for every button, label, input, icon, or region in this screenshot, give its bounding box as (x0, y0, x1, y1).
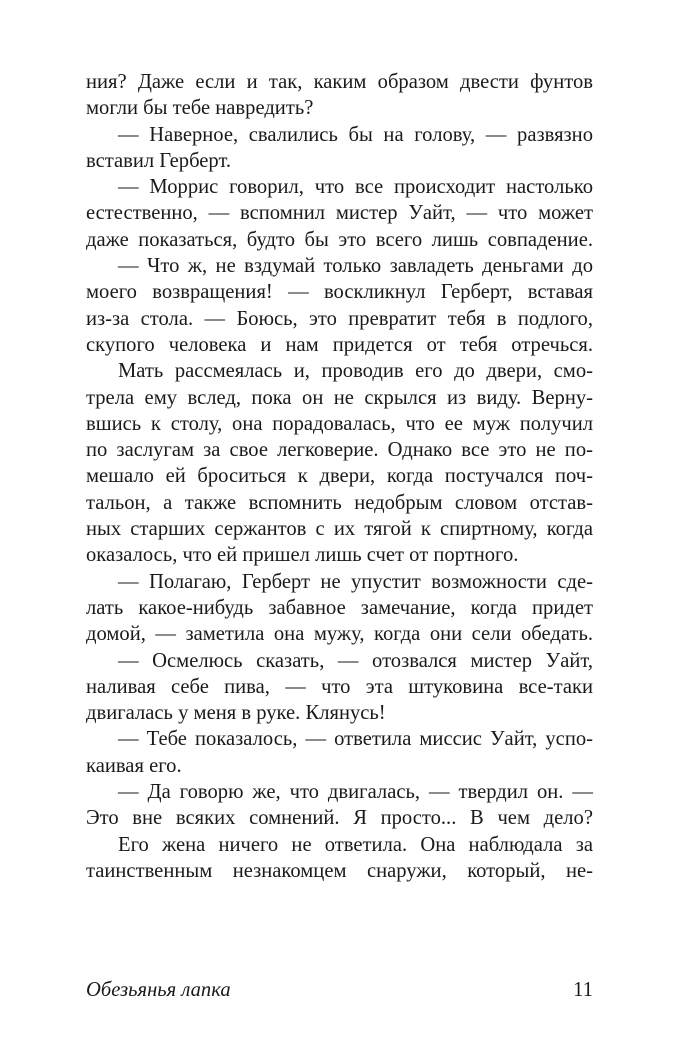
text-line: мешало ей броситься к двери, когда постучался поч- (86, 465, 593, 488)
text-line: естественно, — вспомнил мистер Уайт, — что может (86, 202, 593, 225)
text-line: Его жена ничего не ответила. Она наблюдала за (118, 833, 593, 856)
text-line: скупого человека и нам придется от тебя отречься. (86, 333, 593, 356)
text-line: — Что ж, не вздумай только завладеть деньгами до (118, 255, 593, 278)
text-line: — Моррис говорил, что все происходит настолько (118, 176, 593, 199)
text-line: вставил Герберт. (86, 149, 232, 172)
text-line: таинственным незнакомцем снаружи, который, не- (86, 859, 593, 882)
page-footer (86, 977, 593, 1003)
text-line: домой, — заметила она мужу, когда они сели обедать. (86, 623, 593, 646)
text-line: лать какое-нибудь забавное замечание, когда придет (86, 596, 593, 619)
text-line: каивая его. (86, 754, 182, 777)
text-line: тальон, а также вспомнить недобрым словом отстав- (86, 491, 593, 514)
text-line: оказалось, что ей пришел лишь счет от портного. (86, 544, 519, 567)
text-line: — Наверное, свалились бы на голову, — развязно (118, 123, 593, 146)
text-line: — Тебе показалось, — ответила миссис Уайт, успо- (118, 728, 593, 751)
text-line: двигалась у меня в руке. Клянусь! (86, 702, 386, 725)
text-line: — Осмелюсь сказать, — отозвался мистер Уайт, (118, 649, 593, 672)
text-line: ных старших сержантов с их тягой к спиртному, когда (86, 518, 593, 541)
text-line: моего возвращения! — воскликнул Герберт, вставая (86, 281, 593, 304)
text-line: по заслугам за свое легковерие. Однако все это не по- (86, 439, 593, 462)
text-line: даже показаться, будто бы это всего лишь совпадение. (86, 228, 593, 251)
text-line: — Полагаю, Герберт не упустит возможности сде- (118, 570, 593, 593)
text-line: наливая себе пива, — что эта штуковина все-таки (86, 675, 593, 698)
running-title: Обезьянья лапка (86, 979, 231, 1001)
text-line: могли бы тебе навредить? (86, 97, 314, 120)
text-line: вшись к столу, она порадовалась, что ее муж получил (86, 412, 593, 435)
text-line: Это вне всяких сомнений. Я просто... В чем дело? (86, 807, 593, 830)
text-line: ния? Даже если и так, каким образом двести фунтов (86, 71, 593, 93)
text-line: Мать рассмеялась и, проводив его до двери, смо- (118, 360, 593, 383)
body-text (86, 69, 593, 884)
page-number: 11 (573, 979, 593, 1001)
text-line: из-за стола. — Боюсь, это превратит тебя в подлого, (86, 307, 593, 330)
text-line: — Да говорю же, что двигалась, — твердил он. — (118, 781, 593, 804)
text-line: трела ему вслед, пока он не скрылся из виду. Верну- (86, 386, 593, 409)
